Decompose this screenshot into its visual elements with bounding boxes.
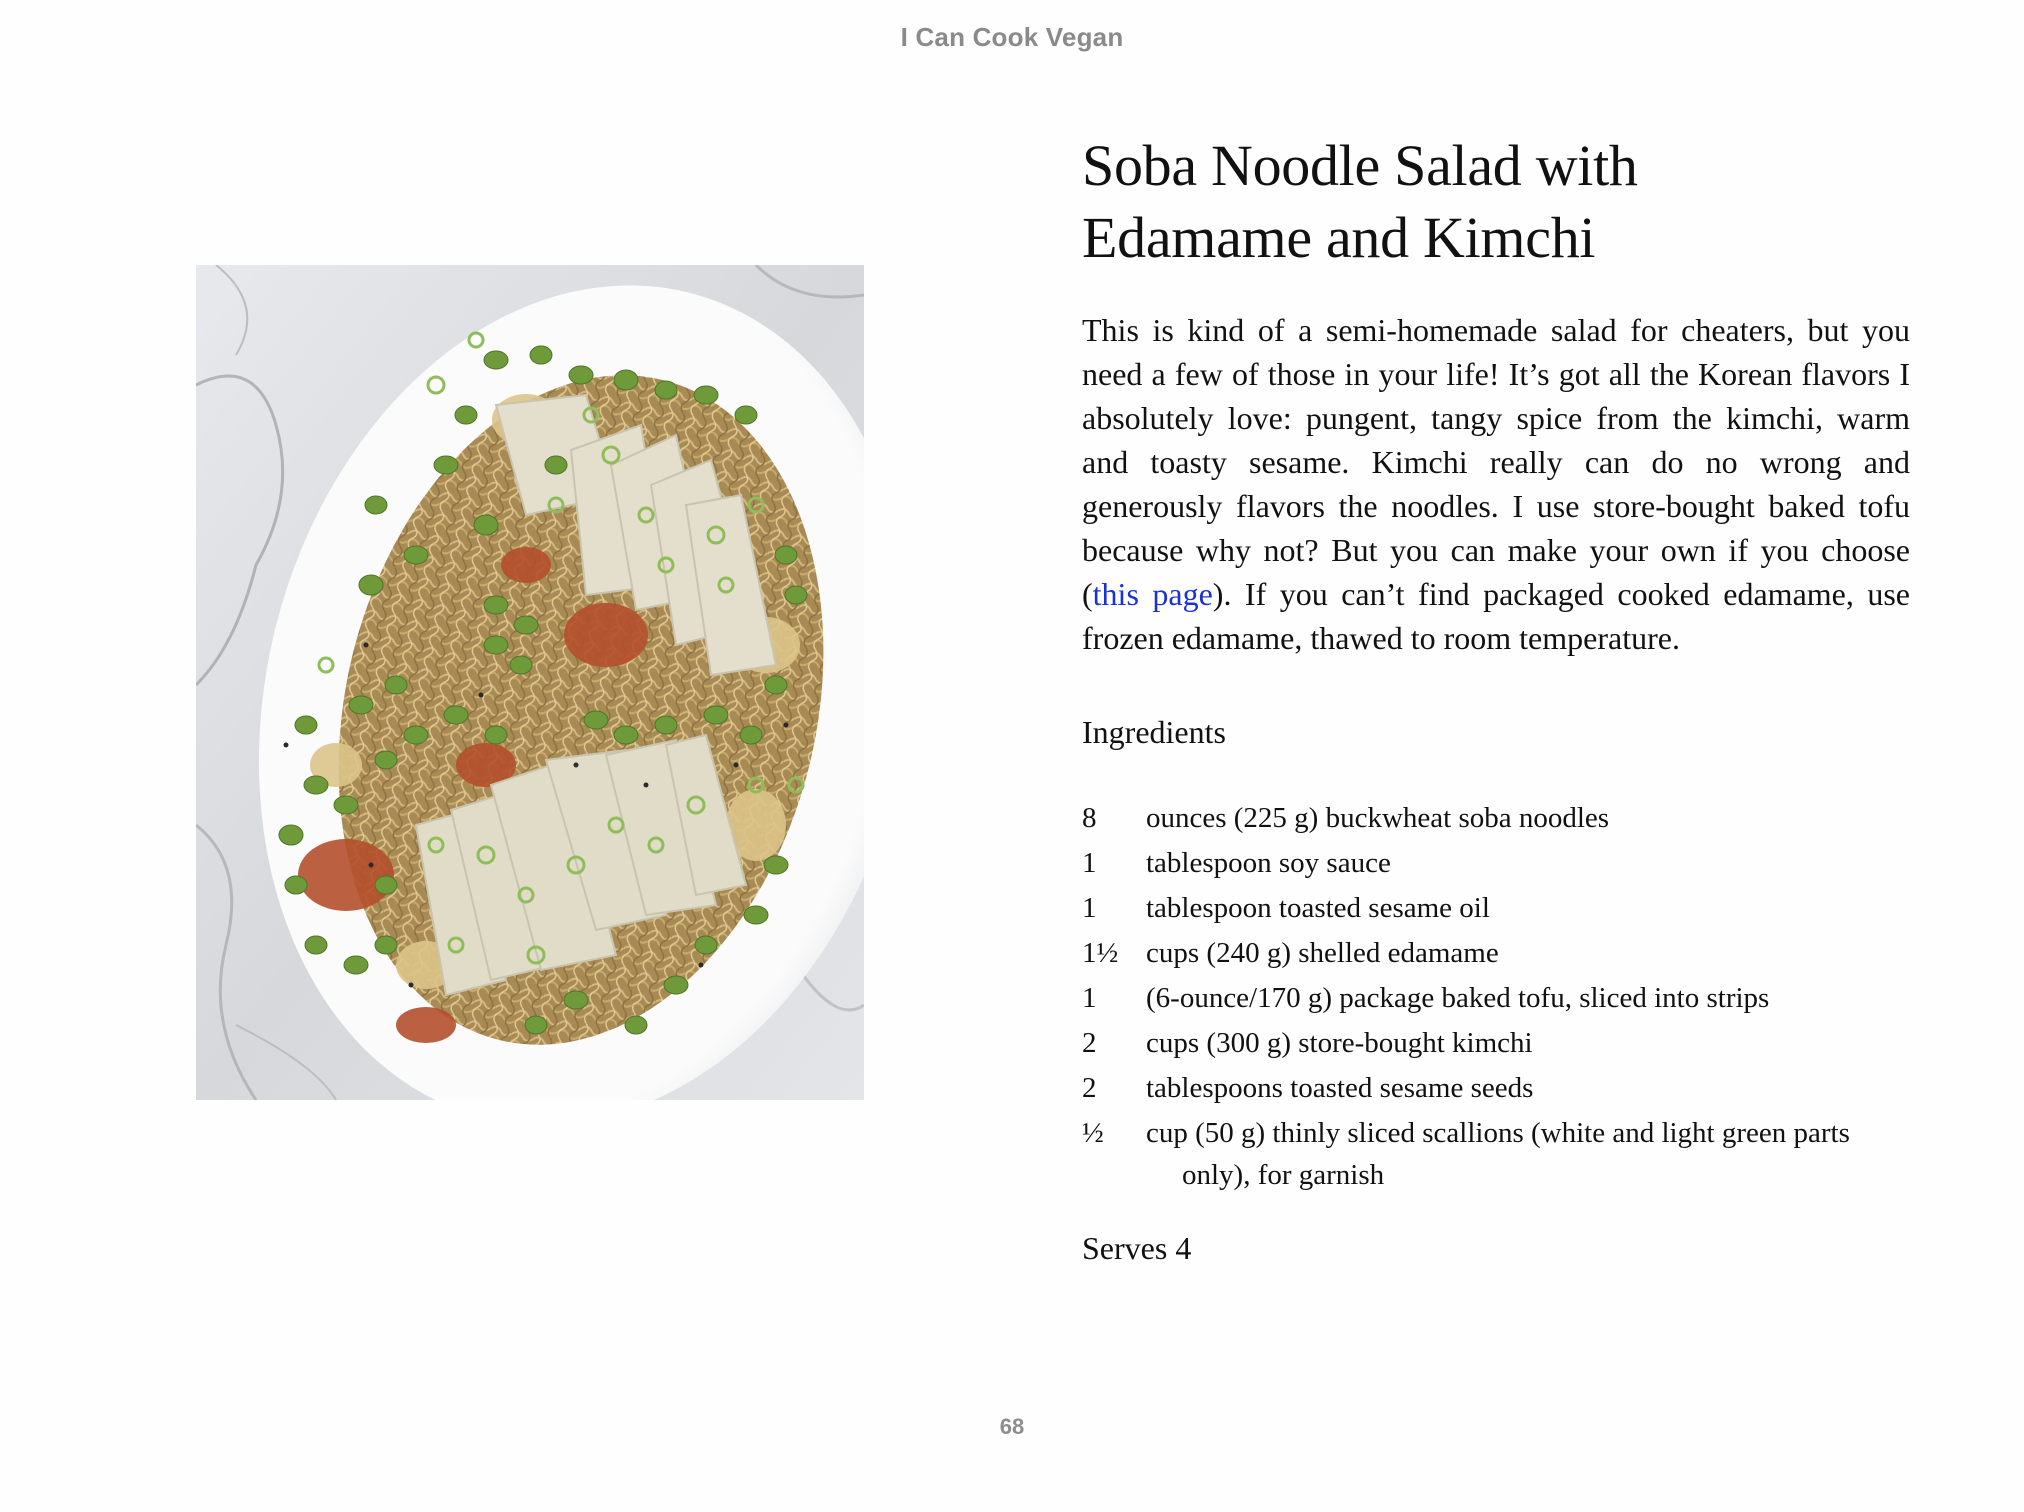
serves-count: Serves 4 bbox=[1082, 1230, 1192, 1266]
intro-text-after-link: ). If you can’t find packaged cooked edamame, use frozen edamame, thawed to room temperature. bbox=[1082, 576, 1911, 656]
ingredient-item bbox=[1082, 886, 1910, 931]
ingredients-list bbox=[1082, 796, 1910, 1196]
ingredient-description: (6-ounce/170 g) package baked tofu, sliced into strips bbox=[1146, 982, 1770, 1014]
ingredient-quantity: 1 bbox=[1082, 847, 1097, 879]
recipe-text-column bbox=[1082, 130, 1910, 1270]
ingredient-description: tablespoon soy sauce bbox=[1146, 847, 1391, 879]
ingredient-item bbox=[1082, 1021, 1910, 1066]
page-number: 68 bbox=[999, 1414, 1025, 1439]
book-title: I Can Cook Vegan bbox=[900, 22, 1124, 52]
ingredient-description: cups (300 g) store-bought kimchi bbox=[1146, 1027, 1533, 1059]
ingredient-quantity: 1½ bbox=[1082, 937, 1119, 969]
recipe-title bbox=[1082, 130, 1910, 274]
ingredient-item bbox=[1082, 1066, 1910, 1111]
ingredient-description: cup (50 g) thinly sliced scallions (white and light green parts only), for garnish bbox=[1146, 1117, 1850, 1191]
ingredients-heading: Ingredients bbox=[1082, 714, 1226, 750]
ingredient-description: cups (240 g) shelled edamame bbox=[1146, 937, 1499, 969]
recipe-photo bbox=[196, 265, 864, 1100]
ingredient-item bbox=[1082, 841, 1910, 886]
ingredient-description: tablespoons toasted sesame seeds bbox=[1146, 1072, 1534, 1104]
recipe-title-line1: Soba Noodle Salad with bbox=[1082, 133, 1638, 198]
ingredient-quantity: 1 bbox=[1082, 892, 1097, 924]
recipe-title-line2: Edamame and Kimchi bbox=[1082, 205, 1596, 270]
ingredient-quantity: 1 bbox=[1082, 982, 1097, 1014]
ingredient-description: ounces (225 g) buckwheat soba noodles bbox=[1146, 802, 1610, 834]
ingredient-item bbox=[1082, 976, 1910, 1021]
ingredient-quantity: ½ bbox=[1082, 1117, 1104, 1149]
this-page-link[interactable]: this page bbox=[1092, 576, 1213, 612]
ingredient-quantity: 2 bbox=[1082, 1072, 1097, 1104]
ingredient-description: tablespoon toasted sesame oil bbox=[1146, 892, 1490, 924]
recipe-photo-illustration bbox=[196, 265, 864, 1100]
ingredient-item bbox=[1082, 796, 1910, 841]
ingredient-quantity: 2 bbox=[1082, 1027, 1097, 1059]
intro-text-before-link: This is kind of a semi-homemade salad for cheaters, but you need a few of those in your life! It’s got all the Korean flavors I absolutely love: pungent, tangy spice from the kimchi, warm and toasty sesame. Kimchi really can do no wrong and generously flavors the noodles. I use store-bought baked tofu because why not? But you can make your own if you choose ( bbox=[1082, 312, 1910, 612]
ingredient-item bbox=[1082, 1111, 1910, 1196]
recipe-intro bbox=[1082, 308, 1910, 660]
ingredient-item bbox=[1082, 931, 1910, 976]
ingredient-quantity: 8 bbox=[1082, 802, 1097, 834]
